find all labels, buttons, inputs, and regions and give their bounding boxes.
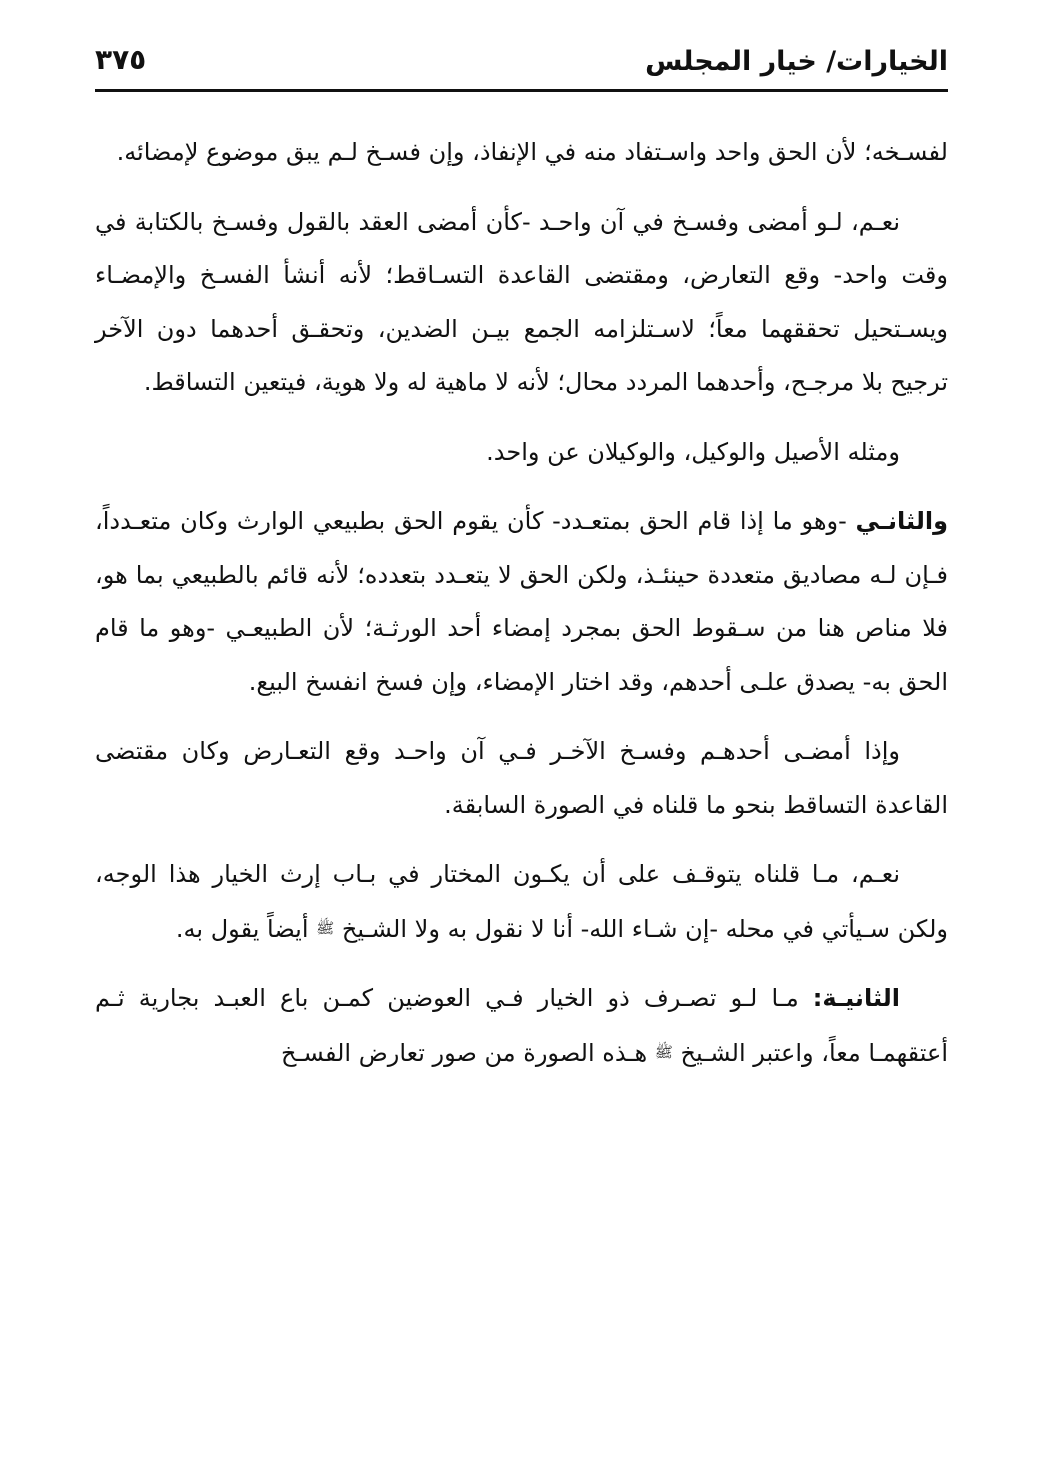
header-title: الخيارات/ خيار المجلس (645, 46, 948, 77)
paragraph-text: ومثله الأصيل والوكيل، والوكيلان عن واحد. (486, 437, 900, 466)
paragraph (95, 848, 948, 956)
paragraph (95, 972, 948, 1080)
header-rule (95, 89, 948, 92)
paragraph-text: نعـم، لـو أمضى وفسـخ في آن واحـد -كأن أمضى العقد بالقول وفسـخ بالكتابة في وقت واحد- وقع التعارض، ومقتضى القاعدة التسـاقط؛ لأنه أنشأ الفسـخ والإمضـاء ويسـتحيل تحققهما معاً؛ لاسـتلزامه الجمع بيـن الضدين، وتحقـق أحدهما دون الآخر ترجيح بلا مرجـح، وأحدهما المردد محال؛ لأنه لا ماهية له ولا هوية، فيتعين التساقط. (95, 207, 948, 396)
paragraph-text: نعـم، مـا قلناه يتوقـف على أن يكـون المختار في بـاب إرث الخيار هذا الوجه، ولكن سـيأتي في محله -إن شـاء الله- أنا لا نقول به ولا الشـيخ (95, 860, 948, 943)
paragraph-text-continued: أيضاً يقول به. (175, 914, 317, 943)
paragraph (95, 495, 948, 709)
page-number: ٣٧٥ (95, 43, 147, 76)
paragraph-lead: والثانـي (855, 507, 948, 535)
paragraph (95, 126, 948, 180)
paragraph-text: مـا لـو تصـرف ذو الخيار فـي العوضين كمـن باع العبـد بجارية ثـم أعتقهمـا معاً، واعتبر الشـيخ (95, 984, 948, 1067)
paragraph (95, 196, 948, 410)
paragraph-text: -وهو ما إذا قام الحق بمتعـدد- كأن يقوم الحق بطبيعي الوارث وكان متعـدداً، فـإن لـه مصاديق متعددة حينئـذ، ولكن الحق لا يتعـدد بتعدده؛ لأنه قائم بالطبيعي بما هو، فلا مناص هنا من سـقوط الحق بمجرد إمضاء أحد الورثـة؛ لأن الطبيعـي -وهو ما قام الحق به- يصدق علـى أحدهم، وقد اختار الإمضاء، وإن فسخ انفسخ البيع. (95, 507, 948, 696)
paragraph-text: لفسـخه؛ لأن الحق واحد واسـتفاد منه في الإنفاذ، وإن فسـخ لـم يبق موضوع لإمضائه. (116, 138, 948, 166)
paragraph (95, 725, 948, 832)
honorific-symbol: ﷺ (654, 1042, 673, 1061)
paragraph-text-continued: هـذه الصورة من صور تعارض الفسـخ (281, 1038, 655, 1067)
main-text (95, 126, 948, 1096)
paragraph-text: وإذا أمضـى أحدهـم وفسـخ الآخـر فـي آن واحـد وقع التعـارض وكان مقتضى القاعدة التساقط بنحو ما قلناه في الصورة السابقة. (95, 737, 948, 819)
paragraph-lead: الثانيـة: (812, 984, 900, 1012)
paragraph (95, 426, 948, 480)
honorific-symbol: ﷺ (316, 918, 335, 937)
running-header (95, 38, 948, 88)
